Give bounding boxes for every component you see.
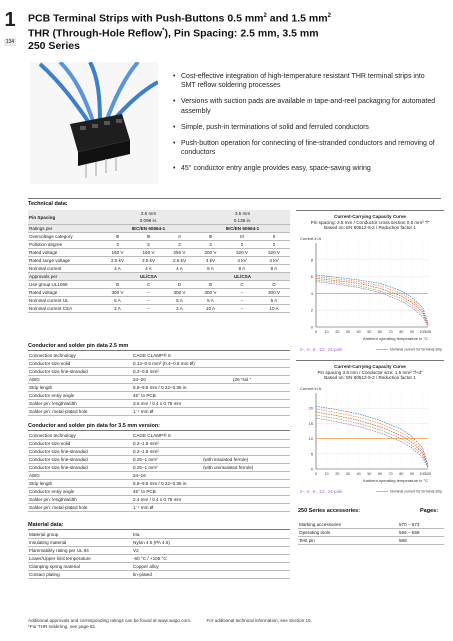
table-cell: IIIa: [132, 531, 290, 539]
table-row: [28, 456, 290, 464]
table-cell: 2.5 kV: [102, 257, 133, 265]
table-cell: [232, 392, 290, 400]
table-cell: (with insulated ferrule): [202, 456, 290, 464]
footer: [28, 618, 312, 630]
table-cell: B: [195, 281, 226, 289]
chart-2-plot: [296, 381, 444, 513]
y-tick-label: 2: [310, 307, 313, 313]
feature-item: • Cost-effective integration of high-temperature resistant THR terminal strips into SMT reflow soldering processes: [173, 72, 438, 91]
table-cell: III: [226, 233, 258, 241]
table-cell: Conductor size solid: [28, 360, 132, 368]
table-cell: [232, 368, 290, 376]
footer-thr-note: *For THR soldering, see page 81.: [28, 624, 97, 629]
table-cell: 568: [398, 537, 444, 545]
table-cell: [202, 440, 290, 448]
table-cell: 24–16: [132, 472, 202, 480]
row-label: Approvals per: [28, 273, 102, 281]
x-tick-label: 50: [367, 329, 372, 334]
series-line: [316, 409, 428, 466]
title-sup-2: 2: [327, 13, 331, 19]
table-row: [28, 563, 290, 571]
table-cell: Solder pin: length/width: [28, 496, 132, 504]
y-tick-label: 15: [308, 420, 313, 426]
table-cell: 0.2–1.5 mm²: [132, 440, 202, 448]
table-cell: III: [133, 233, 164, 241]
legend-nominal: Nominal current for terminal strip: [390, 347, 443, 352]
table-cell: 10 A: [195, 305, 226, 313]
feature-item: • Versions with suction pads are available in tape-and-reel packaging for automated assembly: [173, 97, 438, 116]
table-cell: [202, 496, 290, 504]
table-cell: Test pin: [298, 537, 398, 545]
table-cell: 160 V: [102, 249, 133, 257]
table-row: [28, 392, 290, 400]
table-row: [28, 241, 290, 249]
table-cell: II: [164, 233, 195, 241]
table-header-row: [28, 210, 290, 225]
x-tick-label: 30: [346, 329, 350, 334]
table-row: [28, 352, 290, 360]
x-tick-label: 60: [378, 471, 382, 476]
table-cell: –: [133, 305, 164, 313]
table-cell: [232, 360, 290, 368]
table-row: [28, 305, 290, 313]
x-tick-label: 100: [419, 329, 426, 334]
page-number: 134: [5, 39, 15, 45]
table-row: [28, 408, 290, 416]
table-cell: [202, 488, 290, 496]
table-cell: [202, 432, 290, 440]
table-cell: 0.2–1.5 mm²: [132, 448, 202, 456]
table-cell: [202, 480, 290, 488]
x-tick-label: 20: [335, 471, 340, 476]
table-row: [28, 547, 290, 555]
table-row: [28, 360, 290, 368]
table-row: [28, 289, 290, 297]
title-line1: PCB Terminal Strips with Push-Buttons 0.5 mm: [28, 12, 264, 25]
product-photo: [30, 62, 158, 184]
table-row: [28, 440, 290, 448]
chart-1-plot: [296, 231, 444, 371]
series-line: [316, 275, 428, 323]
table-cell: 300 V: [164, 289, 195, 297]
x-tick-label: 105: [425, 329, 431, 334]
table-cell: Contact plating: [28, 571, 132, 579]
table-row: [28, 531, 290, 539]
table-row: [28, 249, 290, 257]
table-cell: [202, 448, 290, 456]
spacing-25-header: 2.5 mm 0.098 in.: [102, 210, 195, 225]
series-line: [316, 281, 428, 326]
material-table: [28, 531, 290, 579]
table-cell: Solder pin: metal-plated hole: [28, 504, 132, 512]
table-cell: 300 V: [102, 289, 133, 297]
table-cell: Lower/Upper limit temperature: [28, 555, 132, 563]
table-cell: IEC/EN 60664-1: [102, 225, 195, 233]
table-row: [28, 273, 290, 281]
table-cell: 3: [102, 241, 133, 249]
table-cell: [232, 400, 290, 408]
title-line2b: ), Pin Spacing: 2.5 mm, 3.5 mm: [164, 27, 319, 40]
table-cell: 1⁻¹ mm Ø: [132, 504, 202, 512]
table-cell: [232, 384, 290, 392]
table-cell: 45° to PCB: [132, 392, 232, 400]
table-cell: tin-plated: [132, 571, 290, 579]
table-cell: 556 – 559: [398, 529, 444, 537]
accessories-table: [298, 521, 444, 545]
y-tick-label: 4: [310, 290, 313, 296]
table-cell: Conductor entry angle: [28, 392, 132, 400]
y-axis-label: Current in A: [300, 385, 322, 391]
table-row: [298, 529, 444, 537]
table-cell: [232, 352, 290, 360]
table-row: [28, 376, 290, 384]
series-line: [316, 415, 428, 468]
table-row: [28, 488, 290, 496]
title-line2: THR (Through-Hole Reflow: [28, 27, 163, 40]
spacing-35-header: 3.5 mm 0.138 in.: [195, 210, 290, 225]
table-cell: III: [102, 233, 133, 241]
table-cell: 5 A: [195, 297, 226, 305]
table-cell: 300 V: [195, 289, 226, 297]
x-axis-label: Ambient operating temperature in °C: [363, 335, 428, 341]
table-cell: 10 A: [258, 305, 290, 313]
table-row: [28, 297, 290, 305]
table-cell: Solder pin: length/width: [28, 400, 132, 408]
row-label: Rated surge voltage: [28, 257, 102, 265]
table-cell: CAGE CLAMP® S: [132, 352, 232, 360]
table-row: [28, 480, 290, 488]
title-series: 250 Series: [28, 40, 80, 52]
y-tick-label: 6: [310, 273, 313, 279]
table-cell: 2 A: [102, 305, 133, 313]
table-cell: Operating tools: [298, 529, 398, 537]
table-cell: AWG: [28, 376, 132, 384]
table-cell: D: [258, 281, 290, 289]
table-cell: Conductor size fine-stranded: [28, 368, 132, 376]
row-label: Ratings per: [28, 225, 102, 233]
table-row: [28, 539, 290, 547]
row-label: Nominal current CSA: [28, 305, 102, 313]
table-row: [28, 368, 290, 376]
table-row: [28, 448, 290, 456]
table-row: [28, 384, 290, 392]
table-row: [28, 257, 290, 265]
table-cell: 2.5 kV: [133, 257, 164, 265]
accessories-pages-label: Pages:: [420, 508, 439, 514]
table-cell: Conductor size fine-stranded: [28, 448, 132, 456]
table-row: [28, 281, 290, 289]
x-tick-label: 10: [324, 329, 329, 334]
x-tick-label: 0: [315, 329, 317, 334]
table-cell: 24–20: [132, 376, 232, 384]
table-cell: Solder pin: metal-plated hole: [28, 408, 132, 416]
table-cell: 0.25–1 mm²: [132, 456, 202, 464]
chapter-marker: [0, 10, 20, 48]
conductor-25-label: Conductor and solder pin data 2.5 mm: [28, 343, 129, 349]
table-cell: AWG: [28, 472, 132, 480]
table-cell: 5 A: [164, 297, 195, 305]
table-cell: Strip length: [28, 384, 132, 392]
table-cell: II: [258, 233, 290, 241]
x-axis-label: Ambient operating temperature in °C: [363, 477, 428, 483]
technical-data-table: [28, 210, 290, 313]
page-title: [28, 10, 438, 53]
legend-series: 2-, 4-, 6-, 12-, 24-pole: [300, 346, 343, 352]
chart-1: [296, 210, 444, 371]
technical-data-label: Technical data:: [28, 201, 68, 207]
legend-series: 2-, 4-, 6-, 12-, 24-pole: [300, 488, 343, 494]
row-label: Nominal current: [28, 265, 102, 273]
title-line1b: and 1.5 mm: [266, 12, 328, 25]
chapter-number: 1: [4, 9, 16, 31]
table-row: [28, 504, 290, 512]
terminal-strip-illustration: [30, 62, 158, 184]
y-tick-label: 20: [308, 405, 313, 411]
x-tick-label: 90: [410, 471, 414, 476]
x-tick-label: 80: [399, 471, 404, 476]
table-cell: Flammability rating per UL 94: [28, 547, 132, 555]
table-cell: 0.2–0.5 mm²: [132, 368, 232, 376]
table-cell: 0.25–1 mm²: [132, 464, 202, 472]
x-tick-label: 50: [367, 471, 372, 476]
x-tick-label: 60: [378, 329, 382, 334]
table-cell: 2: [258, 241, 290, 249]
pin-spacing-header: Pin Spacing: [28, 210, 102, 225]
table-cell: 2: [133, 241, 164, 249]
table-cell: Material group: [28, 531, 132, 539]
table-cell: UL/CSA: [195, 273, 290, 281]
feature-item: • Push-button operation for connecting of fine-stranded conductors and removing of conductors: [173, 139, 438, 158]
table-cell: –: [226, 289, 258, 297]
y-tick-label: 10: [308, 435, 313, 441]
x-tick-label: 20: [335, 329, 340, 334]
table-cell: –: [226, 305, 258, 313]
table-cell: Connection technology: [28, 432, 132, 440]
y-tick-label: 5: [310, 451, 313, 457]
table-cell: Conductor entry angle: [28, 488, 132, 496]
table-cell: 4 A: [102, 265, 133, 273]
table-cell: 250 V: [164, 249, 195, 257]
table-cell: Insulating material: [28, 539, 132, 547]
table-cell: Clamping spring material: [28, 563, 132, 571]
x-tick-label: 90: [410, 329, 414, 334]
table-cell: 2: [226, 241, 258, 249]
table-cell: V2: [132, 547, 290, 555]
table-cell: (26 “sol.”: [232, 376, 290, 384]
title-reg: *: [162, 28, 165, 34]
table-cell: C: [226, 281, 258, 289]
table-cell: D: [164, 281, 195, 289]
footer-approvals: Additional approvals and corresponding ratings can be found at www.wago.com.: [28, 618, 192, 623]
table-row: [298, 537, 444, 545]
chart-2-title: Current-Carrying Capacity Curve: [334, 364, 406, 369]
table-cell: 320 V: [226, 249, 258, 257]
y-axis-label: Current in A: [300, 235, 322, 241]
row-label: Rated voltage: [28, 289, 102, 297]
table-cell: Conductor size fine-stranded: [28, 464, 132, 472]
row-label: Nominal current UL: [28, 297, 102, 305]
chart-2-subtitle2: Based on: EN 60512-5-2 / Reduction factor 1: [324, 375, 416, 381]
feature-list: [173, 72, 438, 180]
table-cell: [202, 472, 290, 480]
series-line: [316, 280, 428, 326]
feature-item: • 45° conductor entry angle provides easy, space-saving wiring: [173, 164, 438, 173]
row-label: Use group UL1059: [28, 281, 102, 289]
legend-nominal: Nominal current for terminal strip: [390, 489, 443, 494]
table-cell: 2.5 kV: [164, 257, 195, 265]
table-cell: 570 – 573: [398, 521, 444, 529]
table-row: [28, 464, 290, 472]
table-cell: III: [195, 233, 226, 241]
table-cell: 4 A: [164, 265, 195, 273]
table-cell: –: [133, 297, 164, 305]
x-tick-label: 40: [356, 329, 361, 334]
table-cell: Connection technology: [28, 352, 132, 360]
table-cell: 8 A: [258, 265, 290, 273]
chart-1-subtitle2: Based on: EN 60512-5-2 / Reduction factor 1: [324, 225, 416, 231]
chart-1-subtitle: Pin spacing: 2.5 mm / Conductor cross section 0.5 mm² “f”: [310, 219, 430, 225]
table-cell: IEC/EN 60664-1: [195, 225, 290, 233]
y-tick-label: 8: [310, 257, 313, 263]
x-tick-label: 100: [419, 471, 426, 476]
accessories-title: 250 Series accessories:: [298, 508, 361, 514]
section-divider: [28, 529, 290, 530]
table-cell: 320 V: [258, 249, 290, 257]
table-cell: C: [133, 281, 164, 289]
footer-technical-info: For additional technical information, see Section 15.: [206, 618, 312, 623]
table-cell: 1⁻¹ mm Ø: [132, 408, 232, 416]
table-cell: 4 kV: [226, 257, 258, 265]
table-cell: 8.5–9.5 mm / 0.32–0.36 in.: [132, 480, 202, 488]
table-row: [28, 555, 290, 563]
table-cell: Marking accessories: [298, 521, 398, 529]
table-cell: B: [102, 281, 133, 289]
conductor-35-table: [28, 432, 290, 512]
table-cell: (with uninsulated ferrule): [202, 464, 290, 472]
section-divider: [28, 350, 290, 351]
table-row: [28, 225, 290, 233]
feature-item: • Simple, push-in terminations of solid and ferruled conductors: [173, 123, 438, 132]
x-tick-label: 30: [346, 471, 350, 476]
row-label: Pollution degree: [28, 241, 102, 249]
x-tick-label: 105: [425, 471, 431, 476]
conductor-35-label: Conductor and solder pin data for 3.5 mm version:: [28, 423, 161, 429]
table-cell: CAGE CLAMP® S: [132, 432, 202, 440]
table-row: [298, 521, 444, 529]
row-label: Rated voltage: [28, 249, 102, 257]
x-tick-label: 10: [324, 471, 329, 476]
table-cell: 8 A: [195, 265, 226, 273]
table-cell: Copper alloy: [132, 563, 290, 571]
table-cell: 2.4 mm / 0.4 x 0.75 mm: [132, 496, 202, 504]
table-cell: 160 V: [133, 249, 164, 257]
table-cell: 3: [195, 241, 226, 249]
row-label: Overvoltage category: [28, 233, 102, 241]
table-cell: -60 °C / +105 °C: [132, 555, 290, 563]
table-cell: Conductor size fine-stranded: [28, 456, 132, 464]
y-tick-label: 0: [310, 466, 313, 472]
y-tick-label: 0: [310, 324, 313, 330]
section-divider: [28, 430, 290, 431]
series-line: [316, 406, 428, 465]
series-line: [316, 418, 428, 468]
table-cell: 5 A: [102, 297, 133, 305]
series-line: [316, 276, 428, 324]
table-cell: 300 V: [258, 289, 290, 297]
table-row: [28, 265, 290, 273]
chart-2: [296, 360, 444, 513]
table-cell: Strip length: [28, 480, 132, 488]
x-tick-label: 70: [388, 329, 393, 334]
title-sup: 2: [263, 13, 267, 19]
material-label: Material data:: [28, 522, 64, 528]
conductor-25-table: [28, 352, 290, 416]
table-cell: –: [226, 297, 258, 305]
chart-2-subtitle: Pin spacing 3.5 mm / Conductor size: 1.5 mm² “f+d”: [317, 369, 423, 375]
x-tick-label: 70: [388, 471, 393, 476]
table-cell: 4 A: [133, 265, 164, 273]
table-row: [28, 400, 290, 408]
table-cell: 8.5–9.5 mm / 0.32–0.36 in.: [132, 384, 232, 392]
table-row: [28, 472, 290, 480]
table-cell: 3.6 mm / 0.4 x 0.75 mm: [132, 400, 232, 408]
series-line: [316, 278, 428, 325]
table-cell: 4 kV: [195, 257, 226, 265]
table-cell: UL/CSA: [102, 273, 195, 281]
x-tick-label: 0: [315, 471, 317, 476]
section-divider: [28, 198, 441, 199]
chart-1-title: Current-Carrying Capacity Curve: [334, 214, 406, 219]
table-cell: Nylon 4.6 (PA 4.6): [132, 539, 290, 547]
x-tick-label: 80: [399, 329, 404, 334]
table-cell: 4 kV: [258, 257, 290, 265]
table-cell: 2 A: [164, 305, 195, 313]
table-cell: 2: [164, 241, 195, 249]
table-cell: [202, 504, 290, 512]
table-cell: 5 A: [258, 297, 290, 305]
table-cell: [232, 408, 290, 416]
table-row: [28, 233, 290, 241]
table-cell: 8 A: [226, 265, 258, 273]
table-cell: 200 V: [195, 249, 226, 257]
table-row: [28, 432, 290, 440]
table-row: [28, 496, 290, 504]
table-row: [28, 571, 290, 579]
table-cell: Conductor size solid: [28, 440, 132, 448]
table-cell: 0.14–0.5 mm² (0.4–0.8 mm Ø): [132, 360, 232, 368]
table-cell: 45° to PCB: [132, 488, 202, 496]
table-cell: –: [133, 289, 164, 297]
x-tick-label: 40: [356, 471, 361, 476]
